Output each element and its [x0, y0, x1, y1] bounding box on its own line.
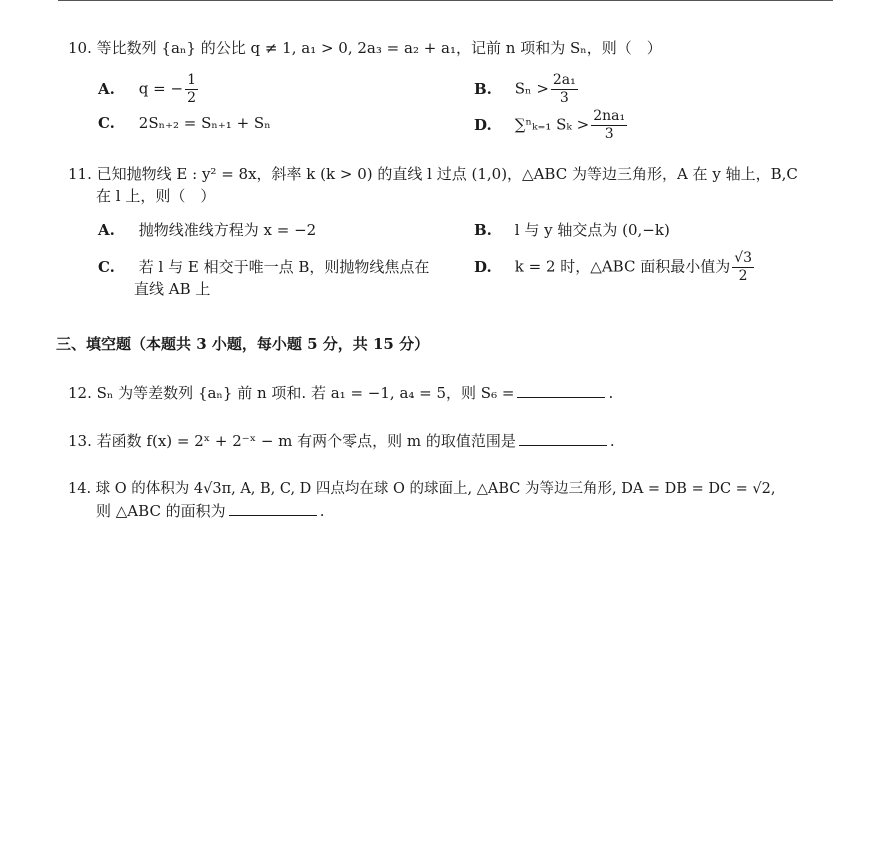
question-12 — [68, 382, 848, 404]
answer-blank[interactable] — [519, 431, 607, 446]
option-text: Sₙ > — [514, 79, 549, 98]
question-text: Sₙ 为等差数列 {aₙ} 前 n 项和. 若 a₁ = −1, a₄ = 5，则 S₆ = — [96, 384, 515, 402]
question-14 — [68, 478, 848, 500]
option-label: B. — [474, 221, 492, 239]
fraction — [591, 108, 627, 143]
fraction — [732, 250, 754, 285]
question-10-stem — [68, 37, 848, 59]
question-text-line2: 在 l 上，则（ ） — [96, 187, 216, 205]
question-text: 若函数 f(x) = 2ˣ + 2⁻ˣ − m 有两个零点，则 m 的取值范围是 — [96, 432, 516, 450]
answer-blank[interactable] — [229, 501, 317, 516]
question-number: 10. — [68, 39, 92, 57]
denominator: 2 — [738, 268, 748, 284]
fraction — [551, 72, 578, 107]
question-end: . — [319, 502, 325, 520]
question-number: 11. — [68, 165, 92, 183]
section-heading: 三、填空题（本题共 3 小题，每小题 5 分，共 15 分） — [56, 335, 430, 353]
option-10a — [98, 72, 200, 107]
answer-blank[interactable] — [517, 383, 605, 398]
question-number: 12. — [68, 384, 92, 402]
denominator: 3 — [604, 126, 614, 142]
numerator: 2a₁ — [552, 72, 576, 88]
question-text-line2: 则 △ABC 的面积为 — [96, 502, 226, 520]
option-label: C. — [98, 258, 115, 276]
option-11c-line2 — [134, 278, 210, 300]
option-text: q = − — [138, 79, 184, 98]
option-text: 抛物线准线方程为 x = −2 — [138, 221, 317, 239]
question-end: . — [609, 432, 615, 450]
option-text: k = 2 时，△ABC 面积最小值为 — [514, 257, 731, 276]
numerator: √3 — [734, 250, 753, 266]
option-11c — [98, 256, 429, 278]
option-label: B. — [474, 79, 492, 98]
option-11b — [474, 219, 670, 241]
option-text: l 与 y 轴交点为 (0,−k) — [514, 221, 670, 239]
question-14-line2 — [96, 500, 876, 522]
fraction — [185, 72, 198, 107]
question-13 — [68, 430, 848, 452]
option-label: D. — [474, 257, 492, 276]
top-rule — [58, 0, 833, 1]
option-10d — [474, 108, 629, 143]
question-11-stem-line2 — [96, 185, 876, 207]
option-10b — [474, 72, 580, 107]
question-text-line1: 已知抛物线 E : y² = 8x，斜率 k (k > 0) 的直线 l 过点 (1,0)，△ABC 为等边三角形，A 在 y 轴上，B,C — [96, 165, 798, 183]
option-text: ∑ⁿₖ₌₁ Sₖ > — [514, 115, 590, 134]
denominator: 2 — [187, 90, 196, 106]
numerator: 1 — [187, 72, 196, 88]
numerator: 2na₁ — [593, 108, 626, 124]
question-text-line1: 球 O 的体积为 4√3π, A, B, C, D 四点均在球 O 的球面上, △ABC 为等边三角形, DA = DB = DC = √2, — [95, 481, 776, 497]
option-label: C. — [98, 114, 115, 132]
option-label: A. — [98, 79, 115, 98]
option-11a — [98, 219, 316, 241]
option-10c — [98, 112, 271, 134]
option-text-line1: 若 l 与 E 相交于唯一点 B，则抛物线焦点在 — [138, 258, 430, 276]
question-11-stem — [68, 163, 848, 185]
denominator: 3 — [559, 90, 569, 106]
question-number: 14. — [68, 481, 92, 497]
option-label: A. — [98, 221, 115, 239]
option-label: D. — [474, 115, 492, 134]
option-text: 2Sₙ₊₂ = Sₙ₊₁ + Sₙ — [138, 114, 271, 132]
question-text: 等比数列 {aₙ} 的公比 q ≠ 1, a₁ > 0, 2a₃ = a₂ + a₁，记前 n 项和为 Sₙ，则（ ） — [96, 39, 662, 57]
option-text-line2: 直线 AB 上 — [134, 280, 211, 298]
question-end: . — [608, 384, 614, 402]
option-11d — [474, 250, 756, 285]
question-number: 13. — [68, 432, 92, 450]
